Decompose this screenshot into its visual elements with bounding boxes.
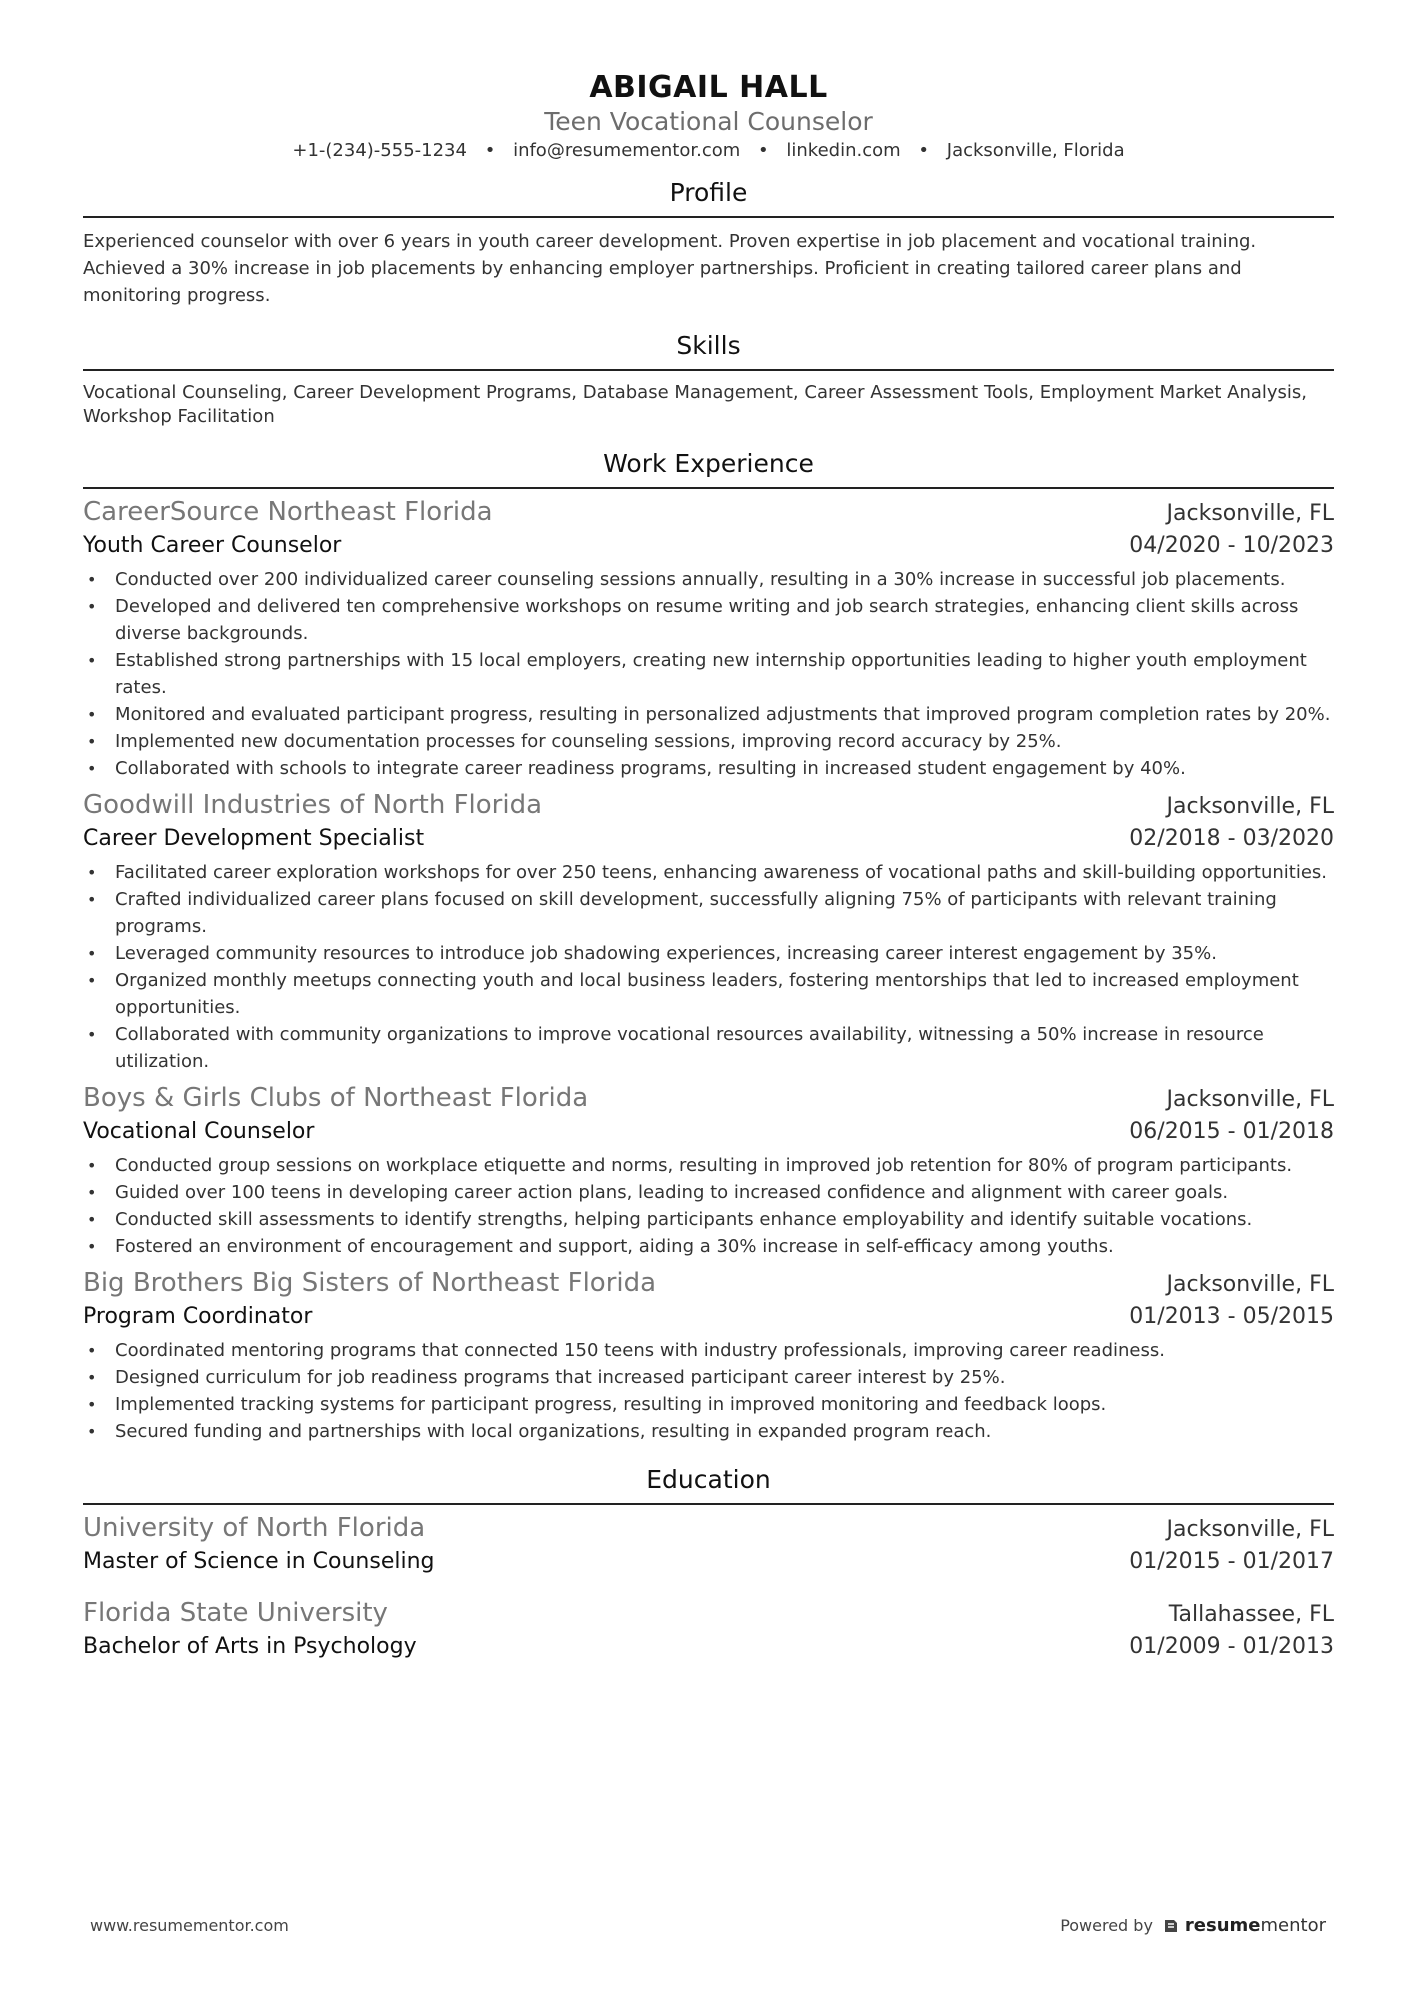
job-bullet: • Leveraged community resources to introduce job shadowing experiences, increasing career interest engagement by 35%. (115, 940, 1334, 967)
job-role-row (83, 1301, 1334, 1333)
job-dates: 06/2015 - 01/2018 (1129, 1119, 1334, 1144)
job-bullet: • Fostered an environment of encouragement and support, aiding a 30% increase in self-efficacy among youths. (115, 1233, 1334, 1260)
section-divider (83, 1503, 1334, 1505)
footer-website[interactable]: www.resumementor.com (90, 1916, 289, 1935)
job-bullet: • Designed curriculum for job readiness programs that increased participant career interest by 25%. (115, 1364, 1334, 1391)
job-dates: 04/2020 - 10/2023 (1129, 533, 1334, 558)
education-degree-row (83, 1631, 1334, 1663)
contact-separator: • (918, 140, 930, 161)
education-location: Tallahassee, FL (1168, 1602, 1334, 1627)
job-bullet: • Conducted group sessions on workplace etiquette and norms, resulting in improved job retention for 80% of program participants. (115, 1152, 1334, 1179)
job-bullet: • Monitored and evaluated participant progress, resulting in personalized adjustments that improved program completion rates by 20%. (115, 701, 1334, 728)
education-dates: 01/2015 - 01/2017 (1129, 1549, 1334, 1574)
education-degree: Bachelor of Arts in Psychology (83, 1634, 417, 1659)
logo-text-bold: resume (1184, 1915, 1261, 1936)
resume-page (83, 70, 1334, 1663)
powered-by-label: Powered by (1060, 1916, 1153, 1935)
section-heading-profile: Profile (669, 178, 748, 207)
powered-by (1060, 1915, 1326, 1936)
footer (90, 1915, 1326, 1936)
contact-phone[interactable]: +1-(234)-555-1234 (292, 140, 467, 161)
job-list (83, 495, 1334, 1445)
section-divider (83, 487, 1334, 489)
job-bullet: • Collaborated with community organizations to improve vocational resources availability, witnessing a 50% increase in resource utilization. (115, 1021, 1334, 1075)
job-entry (83, 1081, 1334, 1260)
job-dates: 02/2018 - 03/2020 (1129, 826, 1334, 851)
job-bullet: • Facilitated career exploration workshops for over 250 teens, enhancing awareness of vocational paths and skill-building opportunities. (115, 859, 1334, 886)
job-role-row (83, 823, 1334, 855)
job-location: Jacksonville, FL (1166, 501, 1334, 526)
job-bullet: • Conducted over 200 individualized career counseling sessions annually, resulting in a 30% increase in successful job placements. (115, 566, 1334, 593)
job-bullet: • Coordinated mentoring programs that connected 150 teens with industry professionals, improving career readiness. (115, 1337, 1334, 1364)
job-bullets (83, 566, 1334, 782)
job-bullets (83, 1337, 1334, 1445)
contact-separator: • (758, 140, 769, 161)
contact-email[interactable]: info@resumementor.com (513, 140, 741, 161)
job-bullet: • Guided over 100 teens in developing career action plans, leading to increased confidence and alignment with career goals. (115, 1179, 1334, 1206)
job-header-row (83, 1081, 1334, 1116)
job-bullets (83, 1152, 1334, 1260)
section-heading-experience: Work Experience (603, 449, 814, 478)
contact-linkedin[interactable]: linkedin.com (786, 140, 901, 161)
job-organization: Goodwill Industries of North Florida (83, 790, 542, 820)
section-divider (83, 216, 1334, 218)
job-bullet: • Conducted skill assessments to identify strengths, helping participants enhance employability and identify suitable vocations. (115, 1206, 1334, 1233)
contact-separator: • (484, 140, 496, 161)
job-bullet: • Developed and delivered ten comprehensive workshops on resume writing and job search strategies, enhancing client skills across diverse backgrounds. (115, 593, 1334, 647)
job-organization: CareerSource Northeast Florida (83, 497, 493, 527)
job-bullet: • Implemented tracking systems for participant progress, resulting in improved monitoring and feedback loops. (115, 1391, 1334, 1418)
job-header-row (83, 495, 1334, 530)
job-bullets (83, 859, 1334, 1075)
job-role: Vocational Counselor (83, 1119, 315, 1144)
education-list (83, 1511, 1334, 1663)
job-role: Youth Career Counselor (83, 533, 342, 558)
skills-text: Vocational Counseling, Career Development Programs, Database Management, Career Assessment Tools, Employment Market Analysis, Workshop Facilitation (83, 382, 1308, 427)
candidate-name: ABIGAIL HALL (589, 70, 828, 105)
job-organization: Boys & Girls Clubs of Northeast Florida (83, 1083, 589, 1113)
job-bullet: • Collaborated with schools to integrate career readiness programs, resulting in increased student engagement by 40%. (115, 755, 1334, 782)
education-header-row (83, 1596, 1334, 1631)
resumementor-logo[interactable] (1163, 1915, 1326, 1936)
education-school: Florida State University (83, 1598, 388, 1628)
section-heading-skills: Skills (676, 331, 741, 360)
job-header-row (83, 1266, 1334, 1301)
education-location: Jacksonville, FL (1166, 1517, 1334, 1542)
job-role: Career Development Specialist (83, 826, 425, 851)
logo-text-light: mentor (1260, 1915, 1326, 1936)
contact-line (83, 138, 1334, 164)
job-role-row (83, 1116, 1334, 1148)
education-header-row (83, 1511, 1334, 1546)
experience-section (83, 447, 1334, 1445)
job-bullet: • Established strong partnerships with 15 local employers, creating new internship opportunities leading to higher youth employment rates. (115, 647, 1334, 701)
job-header-row (83, 788, 1334, 823)
section-divider (83, 369, 1334, 371)
job-entry (83, 788, 1334, 1075)
job-entry (83, 1266, 1334, 1445)
education-degree-row (83, 1546, 1334, 1578)
education-entry (83, 1596, 1334, 1663)
job-bullet: • Organized monthly meetups connecting youth and local business leaders, fostering mentorships that led to increased employment opportunities. (115, 967, 1334, 1021)
candidate-title: Teen Vocational Counselor (544, 107, 873, 136)
job-role: Program Coordinator (83, 1304, 313, 1329)
contact-location: Jacksonville, Florida (946, 140, 1125, 161)
job-entry (83, 495, 1334, 782)
resumementor-logo-icon (1163, 1918, 1179, 1934)
job-dates: 01/2013 - 05/2015 (1129, 1304, 1334, 1329)
job-bullet: • Implemented new documentation processes for counseling sessions, improving record accuracy by 25%. (115, 728, 1334, 755)
job-location: Jacksonville, FL (1166, 1272, 1334, 1297)
job-bullet: • Crafted individualized career plans focused on skill development, successfully aligning 75% of participants with relevant training programs. (115, 886, 1334, 940)
profile-text: Experienced counselor with over 6 years in youth career development. Proven expertise in job placement and vocational training. Achieved a 30% increase in job placements by enhancing employer partnerships. Proficient in creating tailored career plans and monitoring progress. (83, 231, 1257, 306)
education-dates: 01/2009 - 01/2013 (1129, 1634, 1334, 1659)
skills-section (83, 329, 1334, 429)
job-bullet: • Secured funding and partnerships with local organizations, resulting in expanded program reach. (115, 1418, 1334, 1445)
profile-section (83, 176, 1334, 309)
education-school: University of North Florida (83, 1513, 426, 1543)
job-location: Jacksonville, FL (1166, 1087, 1334, 1112)
education-entry (83, 1511, 1334, 1578)
job-role-row (83, 530, 1334, 562)
section-heading-education: Education (646, 1465, 771, 1494)
job-organization: Big Brothers Big Sisters of Northeast Florida (83, 1268, 657, 1298)
education-degree: Master of Science in Counseling (83, 1549, 435, 1574)
education-section (83, 1463, 1334, 1663)
job-location: Jacksonville, FL (1166, 794, 1334, 819)
